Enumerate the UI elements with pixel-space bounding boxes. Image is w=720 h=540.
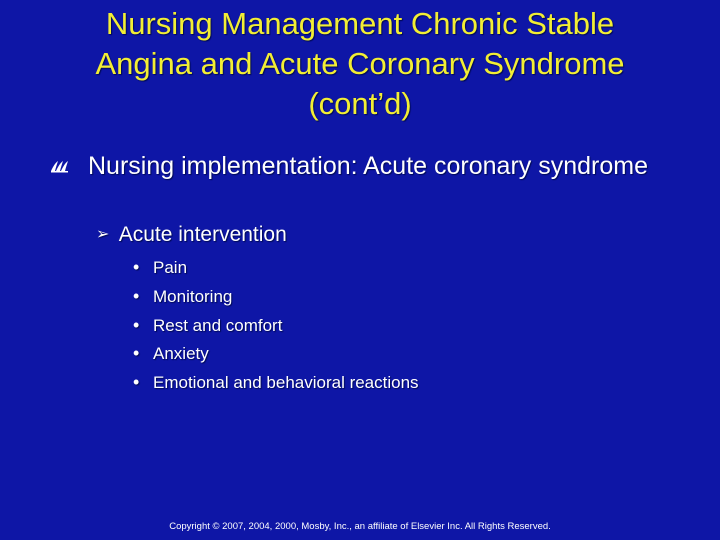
list-item-text: Anxiety — [153, 344, 209, 364]
bullet-level-2 — [96, 221, 287, 249]
dot-bullet-icon: • — [133, 372, 140, 392]
copyright-footer: Copyright © 2007, 2004, 2000, Mosby, Inc., an affiliate of Elsevier Inc. All Rights Reserved. — [169, 521, 551, 532]
slide-title — [20, 4, 700, 124]
bullet-level-1 — [50, 150, 670, 182]
list-item-text: Rest and comfort — [153, 315, 283, 335]
list-item — [133, 368, 419, 397]
list-item — [133, 282, 419, 311]
bullet-level-3-list — [133, 253, 419, 397]
dot-bullet-icon: • — [133, 285, 140, 306]
arrow-bullet-icon: ➢ — [96, 226, 110, 243]
list-item — [133, 311, 419, 340]
bullet-level-2-text: Acute intervention — [118, 223, 287, 246]
title-line-2: Angina and Acute Coronary Syndrome — [95, 46, 625, 81]
wing-bullet-icon — [50, 158, 70, 174]
list-item — [133, 253, 419, 282]
bullet-level-1-text: Nursing implementation: Acute coronary syndrome — [88, 152, 648, 180]
dot-bullet-icon: • — [133, 257, 140, 277]
list-item — [133, 339, 419, 368]
title-line-3: (cont’d) — [308, 86, 412, 121]
title-line-1: Nursing Management Chronic Stable — [105, 6, 615, 41]
dot-bullet-icon: • — [133, 314, 140, 335]
list-item-text: Monitoring — [153, 286, 233, 306]
dot-bullet-icon: • — [133, 343, 140, 364]
list-item-text: Pain — [153, 258, 188, 277]
list-item-text: Emotional and behavioral reactions — [153, 373, 419, 392]
